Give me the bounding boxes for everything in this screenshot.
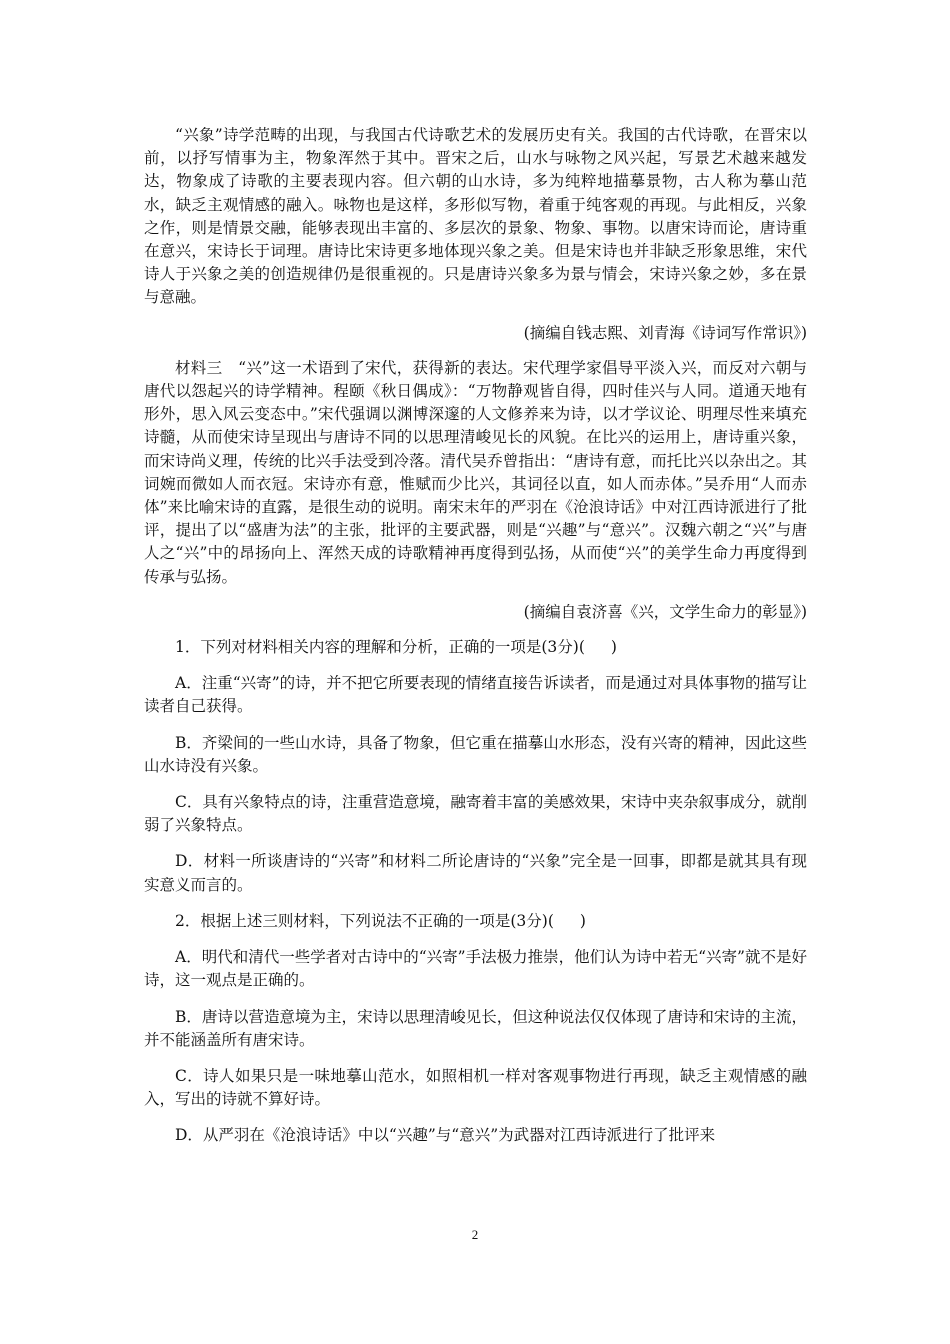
question-1-option-c: C．具有兴象特点的诗，注重营造意境，融寄着丰富的美感效果，宋诗中夹杂叙事成分，就削弱了兴象特点。 bbox=[144, 793, 807, 835]
material-two-paragraph: “兴象”诗学范畴的出现，与我国古代诗歌艺术的发展历史有关。我国的古代诗歌，在晋宋以前，以抒写情事为主，物象浑然于其中。晋宋之后，山水与咏物之风兴起，写景艺术越来越发达，物象成了诗歌的主要表现内容。但六朝的山水诗，多为纯粹地描摹景物，古人称为摹山范水，缺乏主观情感的融入。咏物也是这样，多形似写物，着重于纯客观的再现。与此相反，兴象之作，则是情景交融，能够表现出丰富的、多层次的景象、物象、事物。以唐宋诗而论，唐诗重在意兴，宋诗长于词理。唐诗比宋诗更多地体现兴象之美。但是宋诗也并非缺乏形象思维，宋代诗人于兴象之美的创造规律仍是很重视的。只是唐诗兴象多为景与情会，宋诗兴象之妙，多在景与意融。 bbox=[144, 126, 807, 307]
page-number: 2 bbox=[471, 1227, 479, 1242]
question-2-option-c: C．诗人如果只是一味地摹山范水，如照相机一样对客观事物进行再现，缺乏主观情感的融入，写出的诗就不算好诗。 bbox=[144, 1066, 807, 1109]
page-content bbox=[144, 124, 807, 1148]
question-2-stem-close: ) bbox=[579, 911, 586, 930]
question-2-stem-text: 2．根据上述三则材料，下列说法不正确的一项是(3分)( bbox=[175, 911, 554, 930]
question-1-option-b: B．齐梁间的一些山水诗，具备了物象，但它重在描摹山水形态，没有兴寄的精神，因此这些山水诗没有兴象。 bbox=[144, 733, 807, 775]
question-1-option-d: D．材料一所谈唐诗的“兴寄”和材料二所论唐诗的“兴象”完全是一回事，即都是就其具有现实意义而言的。 bbox=[144, 852, 807, 894]
material-three-paragraph: 材料三 “兴”这一术语到了宋代，获得新的表达。宋代理学家倡导平淡入兴，而反对六朝与唐代以怨起兴的诗学精神。程颐《秋日偶成》：“万物静观皆自得，四时佳兴与人同。道通天地有形外，思入风云变态中。”宋代强调以渊博深邃的人文修养来为诗，以才学议论、明理尽性来填充诗髓，从而使宋诗呈现出与唐诗不同的以思理清峻见长的风貌。在比兴的运用上，唐诗重兴象，而宋诗尚义理，传统的比兴手法受到冷落。清代吴乔曾指出：“唐诗有意，而托比兴以杂出之。其词婉而微如人而衣冠。宋诗亦有意，惟赋而少比兴，其词径以直，如人而赤体。”吴乔用“人而赤体”来比喻宋诗的直露，是很生动的说明。南宋末年的严羽在《沧浪诗话》中对江西诗派进行了批评，提出了以“盛唐为法”的主张，批评的主要武器，则是“兴趣”与“意兴”。汉魏六朝之“兴”与唐人之“兴”中的昂扬向上、浑然天成的诗歌精神再度得到弘扬，从而使“兴”的美学生命力再度得到传承与弘扬。 bbox=[144, 358, 807, 586]
question-1-stem bbox=[144, 636, 807, 659]
material-two-source: (摘编自钱志熙、刘青海《诗词写作常识》) bbox=[523, 323, 807, 342]
question-1-option-a: A．注重“兴寄”的诗，并不把它所要表现的情绪直接告诉读者，而是通过对具体事物的描写让读者自己获得。 bbox=[144, 674, 807, 716]
material-three-source: (摘编自袁济喜《兴，文学生命力的彰显》) bbox=[523, 602, 807, 621]
question-2-option-b: B．唐诗以营造意境为主，宋诗以思理清峻见长，但这种说法仅仅体现了唐诗和宋诗的主流，并不能涵盖所有唐宋诗。 bbox=[144, 1007, 807, 1049]
question-1-stem-text: 1．下列对材料相关内容的理解和分析，正确的一项是(3分)( bbox=[175, 638, 585, 657]
question-2-option-d: D．从严羽在《沧浪诗话》中以“兴趣”与“意兴”为武器对江西诗派进行了批评来 bbox=[175, 1126, 716, 1145]
question-2-stem bbox=[144, 910, 807, 933]
question-1-stem-close: ) bbox=[610, 638, 617, 657]
question-2-option-a: A．明代和清代一些学者对古诗中的“兴寄”手法极力推崇，他们认为诗中若无“兴寄”就不是好诗，这一观点是正确的。 bbox=[144, 948, 807, 990]
